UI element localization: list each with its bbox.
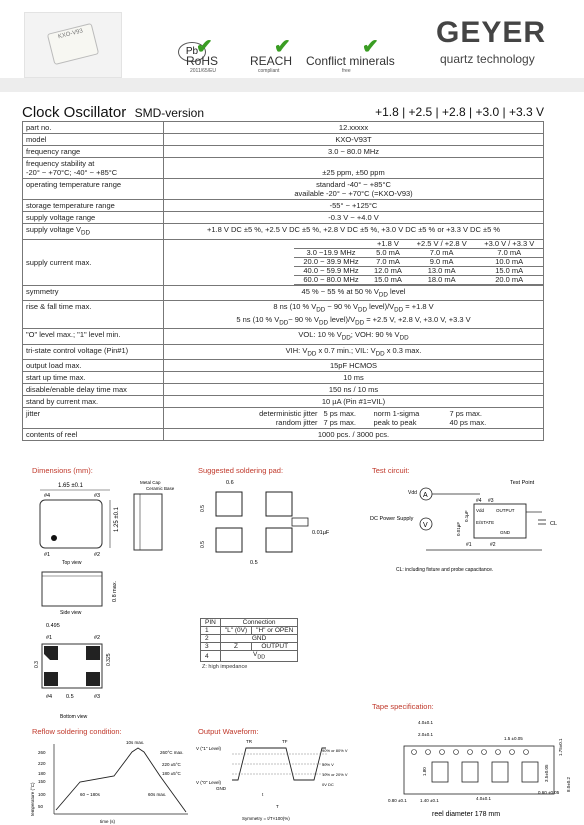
table-row xyxy=(23,429,544,441)
sprocket-hole xyxy=(454,750,459,755)
header-band xyxy=(0,78,584,92)
value-text: VOL: 10 % V xyxy=(298,330,342,339)
reflow-chart xyxy=(28,736,198,825)
spec-label: part no. xyxy=(23,122,164,134)
page-subtitle: SMD-version xyxy=(134,106,204,120)
tf-label: TF xyxy=(282,739,288,744)
table-cell: 18.0 mA xyxy=(408,275,476,284)
page-title: Clock Oscillator xyxy=(22,104,127,121)
spec-table xyxy=(22,121,544,441)
spec-label-line: -20° ~ +70°C; -40° ~ +85°C xyxy=(26,168,118,177)
spec-label: operating temperature range xyxy=(23,179,164,200)
table-cell: 5.0 mA xyxy=(368,248,408,257)
bottom-pin4-label: #4 xyxy=(46,694,53,700)
table-header: Connection xyxy=(220,619,297,627)
sprocket-hole xyxy=(510,750,515,755)
reel-diameter-label: reel diameter 178 mm xyxy=(432,811,501,818)
table-row xyxy=(201,619,298,627)
table-cell: 2 xyxy=(201,635,221,643)
value-text: 8 ns (10 % V xyxy=(273,302,317,311)
pad-dim-d: 0.5 xyxy=(250,560,258,566)
jitter-cell: 40 ps max. xyxy=(449,418,487,427)
metal-cap-label: Metal Cap xyxy=(140,480,161,485)
spec-label xyxy=(23,224,164,240)
pin1-marker xyxy=(51,535,57,541)
table-header: +2.5 V / +2.8 V xyxy=(408,240,476,249)
reflow-220-label: 220 ±5°C xyxy=(162,762,181,767)
table-header: +1.8 V xyxy=(368,240,408,249)
bottom-pin2-label: #2 xyxy=(94,635,101,641)
table-cell: 7.0 mA xyxy=(408,248,476,257)
sprocket-hole xyxy=(412,750,417,755)
supply-current-table xyxy=(294,240,543,285)
soldering-pad-heading: Suggested soldering pad: xyxy=(198,466,284,475)
tape-p-label: 4.0±0.1 xyxy=(476,796,491,801)
vdd-label: Vdd xyxy=(408,490,417,496)
vdd-box-label: Vdd xyxy=(476,508,485,513)
pin-table xyxy=(200,618,298,662)
spec-label: jitter xyxy=(23,408,164,429)
level-0-label: 0V DC xyxy=(322,782,334,787)
reflow-profile-curve xyxy=(56,748,186,812)
table-header xyxy=(294,240,368,249)
tape-sprocket-holes xyxy=(412,750,529,755)
voh-text: V xyxy=(196,746,200,751)
gnd-box-label: GND xyxy=(500,530,510,535)
pad-gap-label: 0.5 xyxy=(66,694,74,700)
table-row xyxy=(23,158,544,179)
reach-check-icon: ✔ xyxy=(274,36,291,58)
spec-value xyxy=(164,344,544,360)
top-view-caption: Top view xyxy=(62,560,82,566)
table-row xyxy=(201,627,298,635)
tr-label: TR xyxy=(246,739,252,744)
spec-label: disable/enable delay time max xyxy=(23,384,164,396)
spec-value: 3.0 ~ 80.0 MHz xyxy=(164,146,544,158)
table-cell: "H" or OPEN xyxy=(252,627,298,635)
table-cell: 7.0 mA xyxy=(368,257,408,266)
tape-e-label: 3.5±0.05 xyxy=(544,764,549,782)
table-row xyxy=(294,275,543,284)
tape-heading: Tape specification: xyxy=(372,702,434,711)
table-row xyxy=(201,643,298,651)
pin4-label: #4 xyxy=(44,493,51,499)
table-row xyxy=(23,200,544,212)
tape-drawing xyxy=(374,712,582,824)
level-50-label: 50% V xyxy=(322,762,334,767)
reflow-tick: 150 xyxy=(38,779,46,784)
soldering-pad-drawing xyxy=(198,476,348,576)
test-point-label: Test Point xyxy=(510,480,535,486)
jitter-cell: 7 ps max. xyxy=(449,409,483,418)
spec-label: symmetry xyxy=(23,285,164,301)
table-cell: 7.0 mA xyxy=(475,248,543,257)
test-circuit-drawing xyxy=(370,476,570,576)
table-cell: 4 xyxy=(201,651,221,662)
spec-value: 1000 pcs. / 3000 pcs. xyxy=(164,429,544,441)
chip-label: KXO-V93 xyxy=(57,28,84,41)
jitter-cell: norm 1-sigma xyxy=(373,409,420,418)
spec-value: +1.8 V DC ±5 %, +2.5 V DC ±5 %, +2.8 V DC ±5 %, +3.0 V DC ±5 % or +3.3 V DC ±5 % xyxy=(164,224,544,240)
table-cell: 20.0 ~ 39.9 MHz xyxy=(294,257,368,266)
spec-value: 12.xxxxx xyxy=(164,122,544,134)
circuit-pin-3: #3 xyxy=(488,498,494,504)
tape-f-label: 1.80 xyxy=(422,767,427,776)
voh-label: V ("1" Level) xyxy=(196,746,221,751)
table-cell: Z xyxy=(220,643,251,651)
jitter-cell: 7 ps max. xyxy=(323,418,357,427)
subscript: DD xyxy=(318,319,328,326)
table-row xyxy=(23,408,544,429)
vol-text: V xyxy=(196,780,200,785)
table-cell: 60.0 ~ 80.0 MHz xyxy=(294,275,368,284)
geyer-logo-subtitle: quartz technology xyxy=(440,52,535,66)
value-text: ; VOH: 90 % V xyxy=(350,330,400,339)
value-text: level xyxy=(387,286,406,296)
value-text: VIH: V xyxy=(285,345,308,355)
title-row xyxy=(22,104,544,120)
sprocket-hole xyxy=(496,750,501,755)
table-cell: 40.0 ~ 59.9 MHz xyxy=(294,266,368,275)
side-max-label: 0.8 max. xyxy=(112,580,118,602)
value-text: ~ 90 % V xyxy=(288,314,319,324)
spec-value-line: available -20° ~ +70°C (=KXO-V93) xyxy=(294,189,413,198)
ceramic-base-label: Ceramic Base xyxy=(146,486,175,491)
table-cell: 9.0 mA xyxy=(408,257,476,266)
bypass-pad xyxy=(292,518,308,526)
spec-value-line xyxy=(167,315,540,328)
tape-pocket xyxy=(492,762,508,782)
level-90-label: 90% or 80% V xyxy=(322,748,348,753)
tape-d-label: 1.5 ±0.05 xyxy=(504,736,523,741)
width-label: 1.65 ±0.1 xyxy=(58,483,83,489)
estate-box-label: E/STATE xyxy=(476,520,495,525)
circuit-pin-1: #1 xyxy=(466,542,472,548)
circuit-pin-4: #4 xyxy=(476,498,482,504)
jitter-cell: random jitter xyxy=(275,418,318,427)
top-view-outline xyxy=(40,500,102,548)
solder-pad-top-left xyxy=(216,492,242,516)
sprocket-hole xyxy=(482,750,487,755)
table-row xyxy=(23,372,544,384)
reflow-ylabel: temperature (°C) xyxy=(30,782,35,816)
cl-label: CL xyxy=(550,521,558,527)
circuit-cap2-label: 0.1µF xyxy=(464,510,469,522)
table-cell: 3 xyxy=(201,643,221,651)
table-cell: 15.0 mA xyxy=(368,275,408,284)
spec-label: model xyxy=(23,134,164,146)
subscript: DD xyxy=(355,319,365,326)
subscript: DD xyxy=(316,306,326,314)
side-view-outline xyxy=(42,572,102,606)
circuit-pin-2: #2 xyxy=(490,542,496,548)
gnd-label: GND xyxy=(216,786,226,791)
spec-value: KXO-V93T xyxy=(164,134,544,146)
pad-height-label: 0.3 xyxy=(34,661,40,668)
table-cell: "L" (0V) xyxy=(220,627,251,635)
tape-p1-label: 4.0±0.1 xyxy=(418,720,433,725)
pad-dim-b: 0.5 xyxy=(200,505,206,512)
tape-t-label: 0.60 ±0.05 xyxy=(538,790,560,795)
circuit-cap1-label: 0.01µF xyxy=(456,521,461,536)
table-cell: 15.0 mA xyxy=(475,266,543,275)
subscript: DD xyxy=(378,291,388,298)
vdd-text: V xyxy=(252,651,258,658)
value-text: x 0.3 max. xyxy=(384,345,422,355)
reflow-post-label: 60s max. xyxy=(148,792,167,797)
reflow-tick: 260 xyxy=(38,750,46,755)
subscript: DD xyxy=(358,306,368,314)
value-text: 45 % ~ 55 % at 50 % V xyxy=(301,286,379,296)
spec-value: ±25 ppm, ±50 ppm xyxy=(164,158,544,179)
table-cell: OUTPUT xyxy=(252,643,298,651)
table-row xyxy=(23,239,544,285)
tape-pocket xyxy=(462,762,478,782)
tape-wt-label: 8.0±0.2 xyxy=(566,777,571,792)
bottom-pad-4 xyxy=(44,672,58,686)
spec-value: 150 ns / 10 ms xyxy=(164,384,544,396)
table-row xyxy=(23,301,544,329)
subscript: DD xyxy=(394,306,404,314)
spec-value xyxy=(164,329,544,345)
spec-label: storage temperature range xyxy=(23,200,164,212)
tape-w-label: 1.75±0.1 xyxy=(558,738,563,756)
solder-pad-top-right xyxy=(266,492,292,516)
sprocket-hole xyxy=(440,750,445,755)
reflow-tick: 100 xyxy=(38,792,46,797)
circuit-note: CL: including fixture and probe capacitance. xyxy=(396,567,494,573)
reflow-tick: 50 xyxy=(38,804,44,809)
spec-value xyxy=(164,301,544,329)
table-row xyxy=(23,360,544,372)
spec-value: 10 ms xyxy=(164,372,544,384)
period-label: T xyxy=(276,804,279,809)
conflict-minerals-note: free xyxy=(342,68,351,74)
jitter-cell: 5 ps max. xyxy=(323,409,357,418)
tape-a-label: 0.80 ±0.1 xyxy=(388,798,407,803)
rohs-label: RoHS xyxy=(186,54,219,68)
pin3-label: #3 xyxy=(94,493,101,499)
spec-value: 10 µA (Pin #1=VIL) xyxy=(164,396,544,408)
voltmeter-glyph: V xyxy=(423,522,428,529)
spec-value: -55° ~ +125°C xyxy=(164,200,544,212)
pad-width-label: 0.495 xyxy=(46,623,60,629)
table-cell: GND xyxy=(220,635,297,643)
table-row xyxy=(23,224,544,240)
sprocket-hole xyxy=(426,750,431,755)
table-row xyxy=(23,212,544,224)
table-cell xyxy=(220,651,297,662)
table-row xyxy=(23,179,544,200)
pad-length-label: 0.325 xyxy=(106,653,112,666)
spec-label-text: supply voltage V xyxy=(26,225,82,234)
table-row xyxy=(294,257,543,266)
table-row xyxy=(294,240,543,249)
value-text: = +1.8 V xyxy=(403,302,434,311)
conflict-check-icon: ✔ xyxy=(362,36,379,58)
table-row xyxy=(294,266,543,275)
spec-label: output load max. xyxy=(23,360,164,372)
table-cell: 10.0 mA xyxy=(475,257,543,266)
table-cell: 12.0 mA xyxy=(368,266,408,275)
value-text: = +2.5 V, +2.8 V, +3.0 V, +3.3 V xyxy=(364,314,471,324)
spec-label: supply voltage range xyxy=(23,212,164,224)
spec-value: 15pF HCMOS xyxy=(164,360,544,372)
spec-label: "O" level max.; "1" level min. xyxy=(23,329,164,345)
pin2-label: #2 xyxy=(94,552,101,558)
reflow-tick: 220 xyxy=(38,761,46,766)
table-row xyxy=(23,344,544,360)
subscript: DD xyxy=(375,350,385,357)
side-view-caption: Side view xyxy=(60,610,82,616)
spec-value: -0.3 V ~ +4.0 V xyxy=(164,212,544,224)
output-waveform-drawing xyxy=(196,736,364,825)
value-text: level)/V xyxy=(367,302,395,311)
value-text: level)/V xyxy=(327,314,356,324)
subscript: DD xyxy=(279,319,289,326)
reflow-peak-label: 260°C max. xyxy=(160,750,184,755)
jitter-grid xyxy=(167,409,540,427)
solder-pad-bottom-left xyxy=(216,528,242,552)
tape-b-label: 1.40 ±0.1 xyxy=(420,798,439,803)
level-10-label: 10% or 20% V xyxy=(322,772,348,777)
bottom-pin3-label: #3 xyxy=(94,694,101,700)
reflow-10s-label: 10s max. xyxy=(126,740,145,745)
spec-label: supply current max. xyxy=(23,239,164,285)
spec-value-line: standard -40° ~ +85°C xyxy=(316,180,391,189)
bottom-pin1-label: #1 xyxy=(46,635,53,641)
table-row xyxy=(23,329,544,345)
spec-label-line: frequency stability at xyxy=(26,159,95,168)
table-row xyxy=(201,651,298,662)
bottom-pad-3 xyxy=(86,672,100,686)
reflow-tick: 180 xyxy=(38,771,46,776)
subscript: DD xyxy=(307,350,317,357)
pad-capacitor-label: 0.01µF xyxy=(312,530,330,536)
pb-label: Pb xyxy=(185,46,199,57)
solder-pad-bottom-right xyxy=(266,528,292,552)
pad-dim-c: 0.5 xyxy=(200,541,206,548)
table-cell: 13.0 mA xyxy=(408,266,476,275)
spec-label: frequency range xyxy=(23,146,164,158)
waveform-heading: Output Waveform: xyxy=(198,727,259,736)
conflict-minerals-label: Conflict minerals xyxy=(306,54,395,68)
reach-note: compliant xyxy=(258,68,280,74)
spec-label: contents of reel xyxy=(23,429,164,441)
dimensions-heading: Dimensions (mm): xyxy=(32,466,93,475)
table-row xyxy=(23,134,544,146)
ammeter-glyph: A xyxy=(423,492,428,499)
table-row xyxy=(201,635,298,643)
t1-label: t xyxy=(262,792,264,797)
table-row xyxy=(23,384,544,396)
table-header: +3.0 V / +3.3 V xyxy=(475,240,543,249)
bottom-pad-2 xyxy=(86,646,100,660)
table-row xyxy=(294,248,543,257)
spec-value xyxy=(164,408,544,429)
sprocket-hole xyxy=(524,750,529,755)
spec-value xyxy=(164,179,544,200)
subscript: DD xyxy=(399,334,409,342)
subscript: DD xyxy=(257,654,266,661)
table-row xyxy=(23,146,544,158)
vol-label: V ("0" Level) xyxy=(196,780,221,785)
test-circuit-heading: Test circuit: xyxy=(372,466,410,475)
reflow-preheat-label: 60 ~ 180s xyxy=(80,792,100,797)
dimensions-drawing xyxy=(30,476,190,722)
side-profile xyxy=(134,494,162,550)
table-row xyxy=(23,122,544,134)
table-cell: 20.0 mA xyxy=(475,275,543,284)
value-text: x 0.7 min.; VIL: V xyxy=(316,345,376,355)
spec-label: rise & fall time max. xyxy=(23,301,164,329)
table-cell: 1 xyxy=(201,627,221,635)
spec-label: start up time max. xyxy=(23,372,164,384)
jitter-cell: peak to peak xyxy=(373,418,417,427)
pin-table-note: Z: high impedance xyxy=(202,664,248,670)
spec-label: tri-state control voltage (Pin#1) xyxy=(23,344,164,360)
spec-value-line xyxy=(167,302,540,315)
supply-current-table-cell xyxy=(164,239,544,285)
sprocket-hole xyxy=(468,750,473,755)
table-cell: 3.0 ~19.9 MHz xyxy=(294,248,368,257)
spec-label: stand by current max. xyxy=(23,396,164,408)
voltage-options: +1.8 | +2.5 | +2.8 | +3.0 | +3.3 V xyxy=(375,105,544,119)
symmetry-formula: Symmetry = t/T×100(%) xyxy=(242,816,290,821)
table-header: PIN xyxy=(201,619,221,627)
tape-pocket xyxy=(432,762,448,782)
table-row xyxy=(23,396,544,408)
height-label: 1.25 ±0.1 xyxy=(114,507,120,532)
spec-label xyxy=(23,158,164,179)
table-row xyxy=(23,285,544,301)
rohs-note: 2011/65/EU xyxy=(190,68,217,74)
value-text: 5 ns (10 % V xyxy=(236,314,280,324)
tape-p2-label: 2.0±0.1 xyxy=(418,732,433,737)
rohs-check-icon: ✔ xyxy=(196,36,213,58)
value-text: ~ 90 % V xyxy=(325,302,359,311)
reflow-xlabel: time (s) xyxy=(100,819,115,824)
pad-dim-a: 0.6 xyxy=(226,480,234,486)
subscript: DD xyxy=(81,229,91,237)
dc-power-label: DC Power Supply xyxy=(370,516,414,522)
spec-value xyxy=(164,285,544,301)
subscript: DD xyxy=(341,334,351,342)
reach-label: REACH xyxy=(250,54,293,68)
tape-pocket xyxy=(522,762,538,782)
geyer-logo: GEYER xyxy=(436,16,547,49)
reflow-180-label: 180 ±5°C xyxy=(162,771,181,776)
pin1-label: #1 xyxy=(44,552,51,558)
output-box-label: OUTPUT xyxy=(496,508,515,513)
reflow-heading: Reflow soldering condition: xyxy=(32,727,122,736)
bottom-view-caption: Bottom view xyxy=(60,714,88,720)
jitter-cell: deterministic jitter xyxy=(259,409,318,418)
